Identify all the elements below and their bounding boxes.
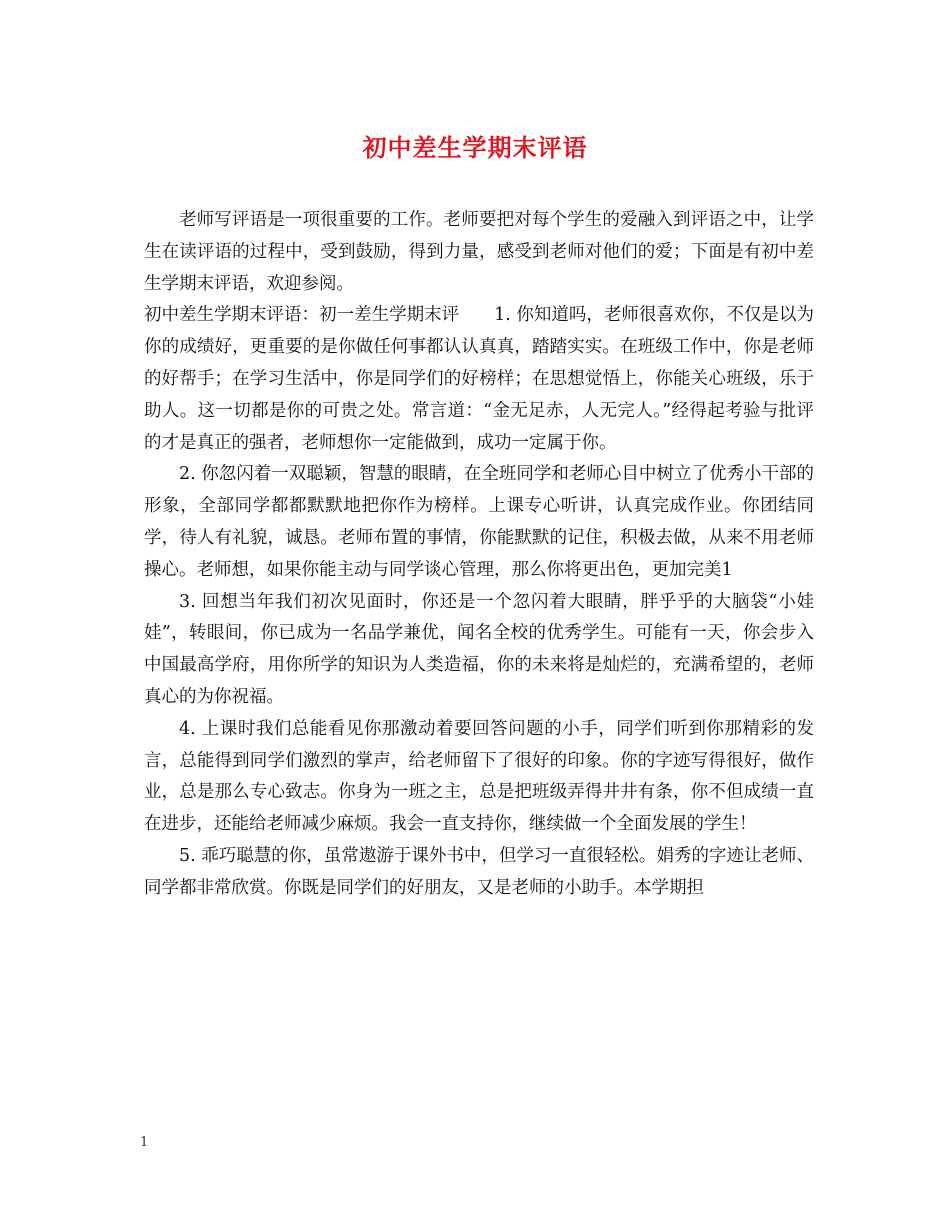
section-heading-item-1: 初中差生学期末评语：初一差生学期末评 1. 你知道吗，老师很喜欢你，不仅是以为你的成绩好，更重要的是你做任何事都认认真真，踏踏实实。在班级工作中，你是老师的好帮手；在学习生活中，你是同学们的好榜样；在思想觉悟上，你能关心班级，乐于助人。这一切都是你的可贵之处。常言道：“金无足赤，人无完人。”经得起考验与批评的才是真正的强者，老师想你一定能做到，成功一定属于你。 xyxy=(144,305,814,453)
item-4-paragraph: 4. 上课时我们总能看见你那激动着要回答问题的小手，同学们听到你那精彩的发言，总能得到同学们激烈的掌声，给老师留下了很好的印象。你的字迹写得很好，做作业，总是那么专心致志。你身为一班之主，总是把班级弄得井井有条，你不但成绩一直在进步，还能给老师减少麻烦。我会一直支持你，继续做一个全面发展的学生！ xyxy=(144,718,814,835)
item-3-paragraph: 3. 回想当年我们初次见面时，你还是一个忽闪着大眼睛，胖乎乎的大脑袋“小娃娃”，转眼间，你已成为一名品学兼优，闻名全校的优秀学生。可能有一天，你会步入中国最高学府，用你所学的知识为人类造福，你的未来将是灿烂的，充满希望的，老师真心的为你祝福。 xyxy=(144,591,814,707)
intro-paragraph: 老师写评语是一项很重要的工作。老师要把对每个学生的爱融入到评语之中，让学生在读评语的过程中，受到鼓励，得到力量，感受到老师对他们的爱；下面是有初中差生学期末评语，欢迎参阅。 xyxy=(144,210,814,294)
document-body xyxy=(144,205,814,905)
page-number: 1 xyxy=(140,1135,149,1150)
document-title: 初中差生学期末评语 xyxy=(362,133,588,162)
item-5-paragraph: 5. 乖巧聪慧的你，虽常遨游于课外书中，但学习一直很轻松。娟秀的字迹让老师、同学都非常欣赏。你既是同学们的好朋友，又是老师的小助手。本学期担 xyxy=(144,845,814,898)
item-2-paragraph: 2. 你忽闪着一双聪颖，智慧的眼睛，在全班同学和老师心目中树立了优秀小干部的形象，全部同学都都默默地把你作为榜样。上课专心听讲，认真完成作业。你团结同学，待人有礼貌，诚恳。老师布置的事情，你能默默的记住，积极去做，从来不用老师操心。老师想，如果你能主动与同学谈心管理，那么你将更出色，更加完美1 xyxy=(144,464,814,580)
